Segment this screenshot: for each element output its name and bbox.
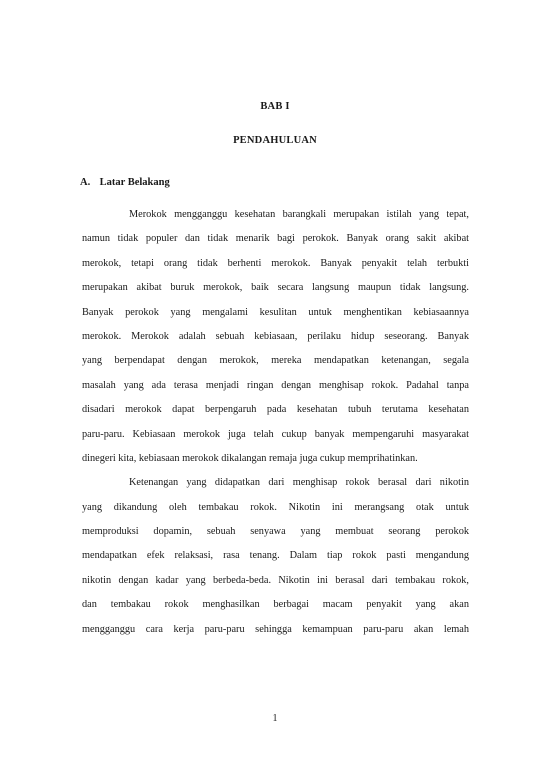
chapter-number: BAB I <box>260 101 290 112</box>
paragraph-line: Ketenangan yang didapatkan dari menghisap rokok berasal dari nikotin <box>129 477 469 489</box>
paragraph-line: merupakan akibat buruk merokok, baik secara langsung maupun tidak langsung. <box>82 282 469 294</box>
paragraph-line: namun tidak populer dan tidak menarik bagi perokok. Banyak orang sakit akibat <box>82 233 469 245</box>
paragraph-line: mengganggu cara kerja paru-paru sehingga kemampuan paru-paru akan lemah <box>82 623 469 635</box>
paragraph-line: memproduksi dopamin, sebuah senyawa yang membuat seorang perokok <box>82 526 469 538</box>
paragraph-line: merokok. Merokok adalah sebuah kebiasaan, perilaku hidup seseorang. Banyak <box>82 330 469 342</box>
section-letter: A. <box>80 177 91 188</box>
paragraph-line: dan tembakau rokok menghasilkan berbagai macam penyakit yang akan <box>82 599 469 611</box>
page-number: 1 <box>272 713 278 724</box>
paragraph-line: dinegeri kita, kebiasaan merokok dikalangan remaja juga cukup memprihatinkan. <box>82 452 418 464</box>
paragraph-line: Banyak perokok yang mengalami kesulitan untuk menghentikan kebiasaannya <box>82 306 469 318</box>
section-title: Latar Belakang <box>99 177 170 188</box>
paragraph-line: nikotin dengan kadar yang berbeda-beda. Nikotin ini berasal dari tembakau rokok, <box>82 574 469 586</box>
paragraph-line: yang berpendapat dengan merokok, mereka mendapatkan ketenangan, segala <box>82 355 469 367</box>
chapter-title: PENDAHULUAN <box>233 135 317 146</box>
paragraph-line: mendapatkan efek relaksasi, rasa tenang. Dalam tiap rokok pasti mengandung <box>82 550 469 562</box>
paragraph-line: Merokok mengganggu kesehatan barangkali merupakan istilah yang tepat, <box>129 209 469 220</box>
paragraph-line: disadari merokok dapat berpengaruh pada kesehatan tubuh terutama kesehatan <box>82 404 469 416</box>
paragraph-line: masalah yang ada terasa menjadi ringan dengan menghisap rokok. Padahal tanpa <box>82 379 469 391</box>
body-text <box>82 203 469 642</box>
paragraph-line: merokok, tetapi orang tidak berhenti merokok. Banyak penyakit telah terbukti <box>82 257 469 269</box>
paragraph-line: yang dikandung oleh tembakau rokok. Nikotin ini merangsang otak untuk <box>82 501 469 513</box>
section-heading <box>80 177 170 188</box>
paragraph-line: paru-paru. Kebiasaan merokok juga telah cukup banyak mempengaruhi masyarakat <box>82 428 469 440</box>
